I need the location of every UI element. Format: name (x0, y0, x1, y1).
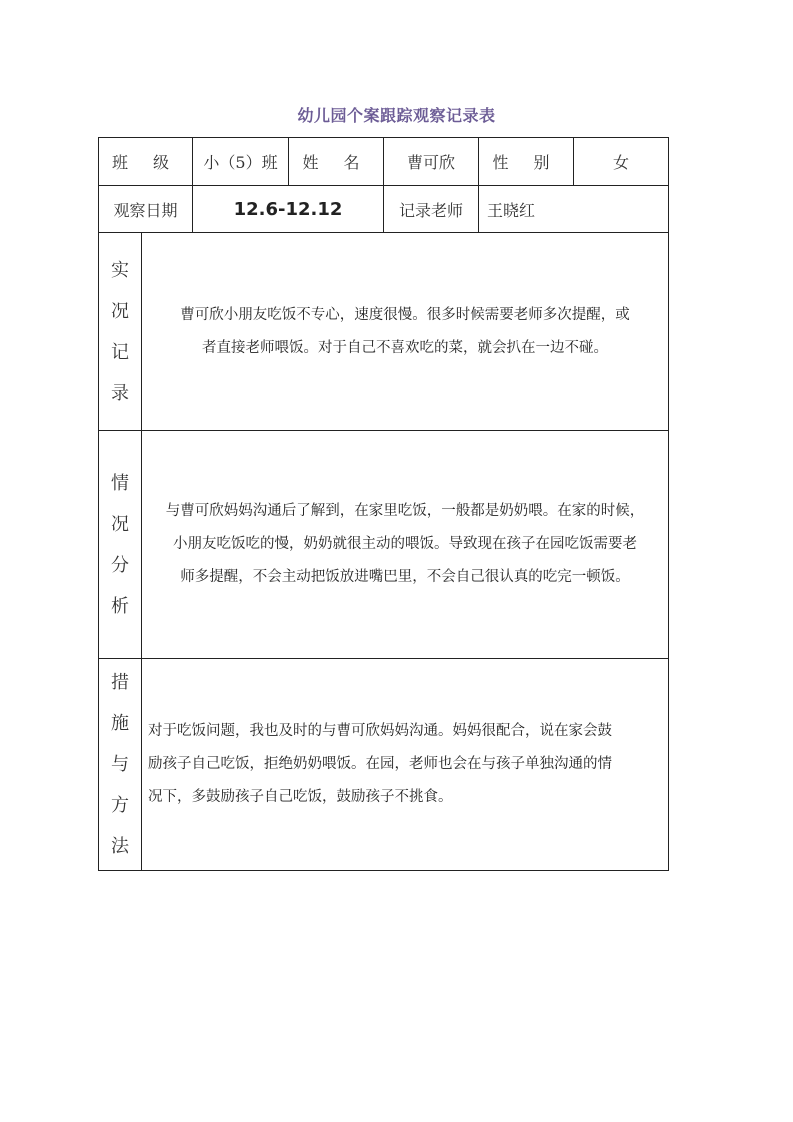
date-teacher-row (99, 186, 669, 233)
measures-line: 对于吃饭问题，我也及时的与曹可欣妈妈沟通。妈妈很配合，说在家会鼓 (148, 723, 612, 739)
measures-line: 况下，多鼓励孩子自己吃饭，鼓励孩子不挑食。 (148, 789, 453, 805)
observation-content (142, 233, 669, 431)
analysis-line: 与曹可欣妈妈沟通后了解到，在家里吃饭，一般都是奶奶喂。在家的时候， (165, 503, 645, 519)
observation-section (99, 233, 669, 431)
teacher-value: 王晓红 (479, 186, 669, 233)
analysis-section (99, 431, 669, 659)
page-title: 幼儿园个案跟踪观察记录表 (297, 106, 496, 125)
measures-content (142, 659, 669, 871)
measures-label: 措 施 与 方 法 (99, 659, 142, 871)
measures-line: 励孩子自己吃饭，拒绝奶奶喂饭。在园，老师也会在与孩子单独沟通的情 (148, 756, 612, 772)
date-value: 12.6-12.12 (193, 186, 384, 233)
gender-value: 女 (574, 138, 669, 186)
observation-record-table (98, 137, 669, 871)
gender-label: 性 别 (479, 138, 574, 186)
date-label: 观察日期 (99, 186, 193, 233)
name-value: 曹可欣 (384, 138, 479, 186)
class-label: 班 级 (99, 138, 193, 186)
measures-section (99, 659, 669, 871)
observation-line: 曹可欣小朋友吃饭不专心，速度很慢。很多时候需要老师多次提醒，或 (180, 306, 630, 323)
observation-label: 实 况 记 录 (99, 233, 142, 431)
basic-info-row (99, 138, 669, 186)
teacher-label: 记录老师 (384, 186, 479, 233)
analysis-label: 情 况 分 析 (99, 431, 142, 659)
class-value: 小（5）班 (193, 138, 289, 186)
analysis-line: 师多提醒，不会主动把饭放进嘴巴里，不会自己很认真的吃完一顿饭。 (180, 569, 630, 585)
name-label: 姓 名 (289, 138, 384, 186)
analysis-line: 小朋友吃饭吃的慢，奶奶就很主动的喂饭。导致现在孩子在园吃饭需要老 (173, 536, 637, 552)
observation-line: 者直接老师喂饭。对于自己不喜欢吃的菜，就会扒在一边不碰。 (202, 339, 608, 356)
analysis-content (142, 431, 669, 659)
